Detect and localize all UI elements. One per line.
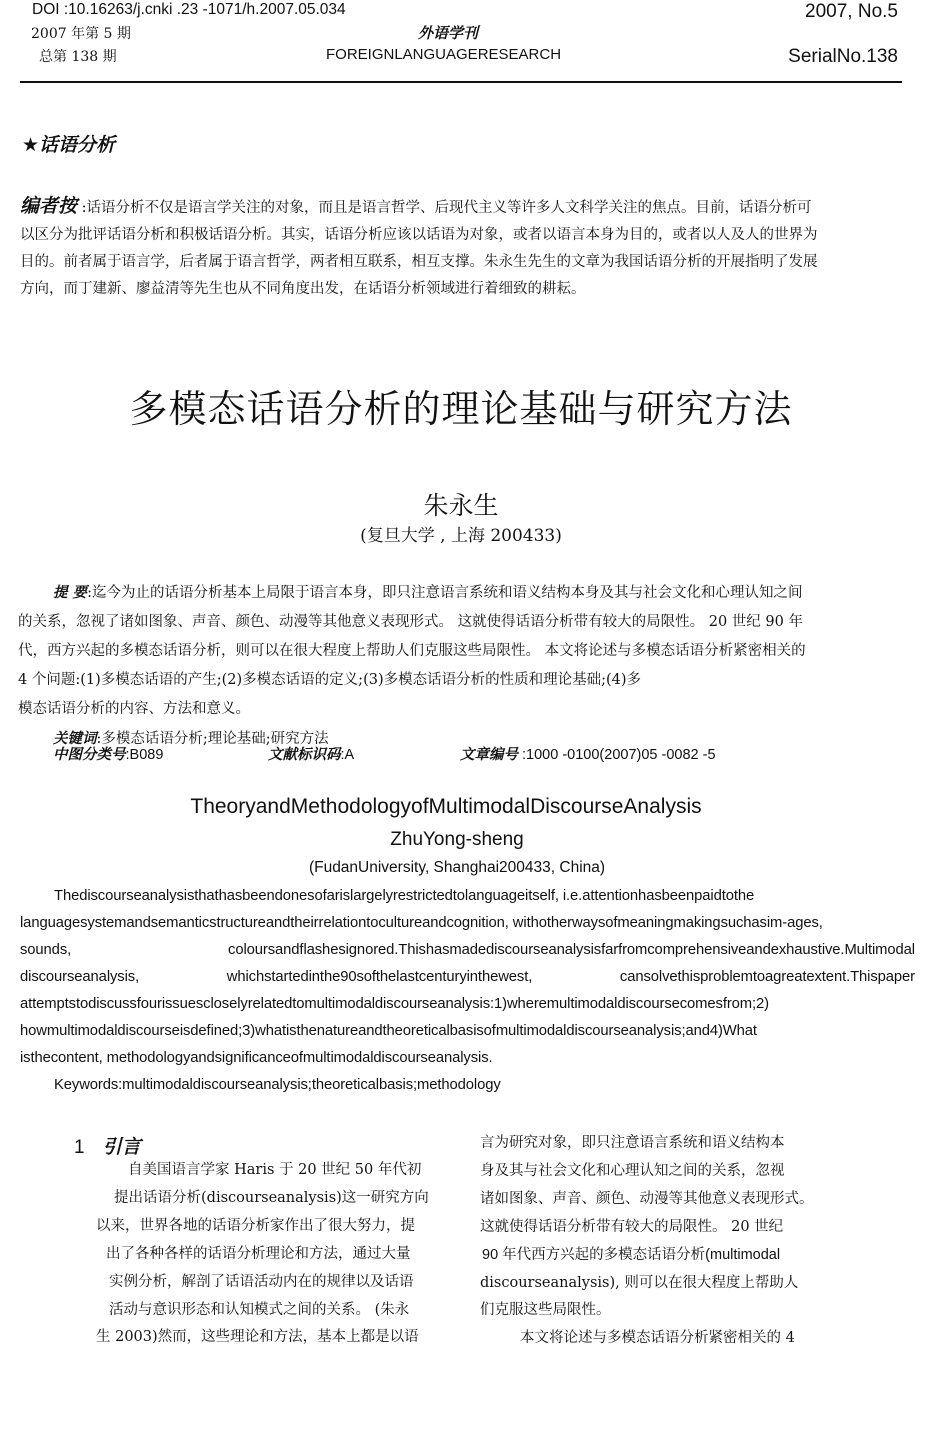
- abstract-en-word: sounds,: [20, 942, 72, 958]
- abstract-en-word: cansolvethisproblemtoagreatextent.Thispaper: [619, 969, 915, 985]
- document-code-value: :A: [340, 747, 355, 763]
- abstract-cn-line: 代，西方兴起的多模态话语分析，则可以在很大程度上帮助人们克服这些局限性。 本文将论述与多模态话语分析紧密相关的: [18, 643, 806, 659]
- document-code-label: 文献标识码: [268, 746, 341, 763]
- keywords-en: Keywords:multimodaldiscourseanalysis;theoreticalbasis;methodology: [54, 1077, 501, 1093]
- affiliation-en: (FudanUniversity, Shanghai200433, China): [308, 859, 606, 876]
- body-line: 诸如图象、声音、颜色、动漫等其他意义表现形式。: [480, 1190, 814, 1207]
- body-line: 这就使得话语分析带有较大的局限性。 20 世纪: [480, 1218, 784, 1235]
- editor-note-line: 以区分为批评话语分析和积极话语分析。其实，话语分析应该以话语为对象，或者以语言本身为目的，或者以人及人的世界为: [20, 227, 818, 243]
- editor-note-text: 话语分析不仅是语言学关注的对象，而且是语言哲学、后现代主义等许多人文科学关注的焦点。目前，话语分析可: [86, 200, 812, 216]
- abstract-cn-line: 4 个问题:(1)多模态话语的产生;(2)多模态话语的定义;(3)多模态话语分析的性质和理论基础;(4)多: [18, 672, 642, 688]
- clc-value: :B089: [125, 747, 164, 763]
- abstract-en-word: whichstartedinthe90softhelastcenturyinthewest,: [226, 969, 533, 985]
- abstract-cn-line: 的关系，忽视了诸如图象、声音、颜色、动漫等其他意义表现形式。 这就使得话语分析带有较大的局限性。 20 世纪 90 年: [18, 614, 803, 630]
- body-line: 身及其与社会文化和心理认知之间的关系，忽视: [480, 1162, 785, 1179]
- body-line: 本文将论述与多模态话语分析紧密相关的 4: [520, 1330, 795, 1347]
- section-heading: [74, 1132, 141, 1159]
- abstract-en-line: languagesystemandsemanticstructureandtheirrelationtocultureandcognition, withotherwaysofmeaningmakingsuchasim-ages,: [20, 915, 823, 931]
- editor-note-line: [20, 193, 910, 222]
- body-line: 自美国语言学家 Haris 于 20 世纪 50 年代初: [128, 1162, 422, 1178]
- serial-en: SerialNo.138: [788, 46, 898, 67]
- author-cn: 朱永生: [423, 491, 499, 520]
- abstract-cn-line: [18, 578, 908, 608]
- body-right-column: [480, 1130, 860, 1353]
- issue-en: 2007, No.5: [805, 1, 898, 22]
- section-title: 引言: [102, 1136, 141, 1158]
- editor-note-label: 编者按: [20, 195, 78, 217]
- body-line: 出了各种各样的话语分析理论和方法，通过大量: [106, 1245, 411, 1262]
- clc-number: [53, 743, 163, 764]
- serial-cn: 总第 138 期: [39, 49, 117, 65]
- abstract-cn-line: 模态话语分析的内容、方法和意义。: [18, 701, 250, 717]
- abstract-cn: [18, 578, 908, 754]
- article-number-label: 文章编号: [460, 746, 518, 763]
- abstract-en-line: isthecontent, methodologyandsignificanceofmultimodaldiscourseanalysis.: [20, 1050, 493, 1066]
- article-title-cn: 多模态话语分析的理论基础与研究方法: [129, 387, 793, 431]
- body-line: 90 年代西方兴起的多模态话语分析(multimodal: [482, 1246, 781, 1263]
- editor-note-sep: :: [77, 200, 87, 216]
- affiliation-cn: (复旦大学 , 上海 200433): [360, 526, 562, 546]
- keywords-cn-label: 关键词: [53, 730, 97, 747]
- abstract-en-line: attemptstodiscussfourissuescloselyrelatedtomultimodaldiscourseanalysis:1)wheremultimodaldiscoursecomesfrom;2): [20, 996, 769, 1012]
- body-line: 活动与意识形态和认知模式之间的关系。 (朱永: [109, 1301, 410, 1318]
- star-icon: ★: [22, 134, 40, 156]
- article-number-value: :1000 -0100(2007)05 -0082 -5: [518, 747, 716, 763]
- journal-title-cn: 外语学刊: [418, 24, 479, 42]
- journal-title-en: FOREIGNLANGUAGERESEARCH: [326, 46, 562, 63]
- editor-note-line: 方向，而丁建新、廖益清等先生也从不同角度出发，在话语分析领域进行着细致的耕耘。: [20, 281, 586, 297]
- body-line: 以来，世界各地的话语分析家作出了很大努力，提: [96, 1217, 415, 1234]
- body-line: 提出话语分析(discourseanalysis)这一研究方向: [114, 1189, 429, 1206]
- column-tag: [22, 130, 115, 157]
- doi-line: DOI :10.16263/j.cnki .23 -1071/h.2007.05.034: [32, 1, 346, 18]
- editor-note-line: 目的。前者属于语言学，后者属于语言哲学，两者相互联系，相互支撑。朱永生先生的文章为我国话语分析的开展指明了发展: [20, 254, 818, 270]
- column-name: 话语分析: [39, 134, 116, 156]
- header-rule: [20, 81, 902, 83]
- abstract-en-line: [20, 937, 915, 964]
- abstract-en-line: Thediscourseanalysisthathasbeendonesofarislargelyrestrictedtolanguageitself, i.e.attentionhasbeenpaidtothe: [54, 888, 755, 904]
- section-number: 1: [74, 1137, 85, 1158]
- body-line: 们克服这些局限性。: [480, 1302, 611, 1319]
- body-line: 言为研究对象，即只注意语言系统和语义结构本: [480, 1135, 785, 1151]
- abstract-en-word: coloursandflashesignored.Thishasmadediscourseanalysisfarfromcomprehensiveandexhaustive.Multimodal: [228, 942, 915, 958]
- body-line: 实例分析，解剖了话语活动内在的规律以及话语: [109, 1273, 414, 1290]
- clc-label: 中图分类号: [53, 746, 126, 763]
- article-title-en: TheoryandMethodologyofMultimodalDiscourseAnalysis: [190, 795, 702, 818]
- abstract-en-word: discourseanalysis,: [20, 969, 140, 985]
- abstract-en-line: howmultimodaldiscourseisdefined;3)whatisthenatureandtheoreticalbasisofmultimodaldiscourseanalysis;and4)What: [20, 1023, 757, 1039]
- abstract-en: [20, 883, 915, 1099]
- body-line: discourseanalysis), 则可以在很大程度上帮助人: [480, 1274, 799, 1291]
- body-left-column: [96, 1157, 448, 1352]
- article-number: [460, 743, 716, 764]
- issue-cn: 2007 年第 5 期: [31, 26, 131, 42]
- abstract-cn-text: :迄今为止的话语分析基本上局限于语言本身，即只注意语言系统和语义结构本身及其与社会文化和心理认知之间: [87, 585, 803, 601]
- body-line: 生 2003)然而，这些理论和方法，基本上都是以语: [96, 1329, 419, 1346]
- editor-note: [20, 193, 910, 303]
- author-en: ZhuYong-sheng: [390, 829, 524, 850]
- document-code: [268, 743, 354, 764]
- keywords-cn-text: :多模态话语分析;理论基础;研究方法: [96, 731, 329, 747]
- abstract-cn-label: 提 要: [53, 584, 88, 601]
- abstract-en-line: [20, 964, 915, 991]
